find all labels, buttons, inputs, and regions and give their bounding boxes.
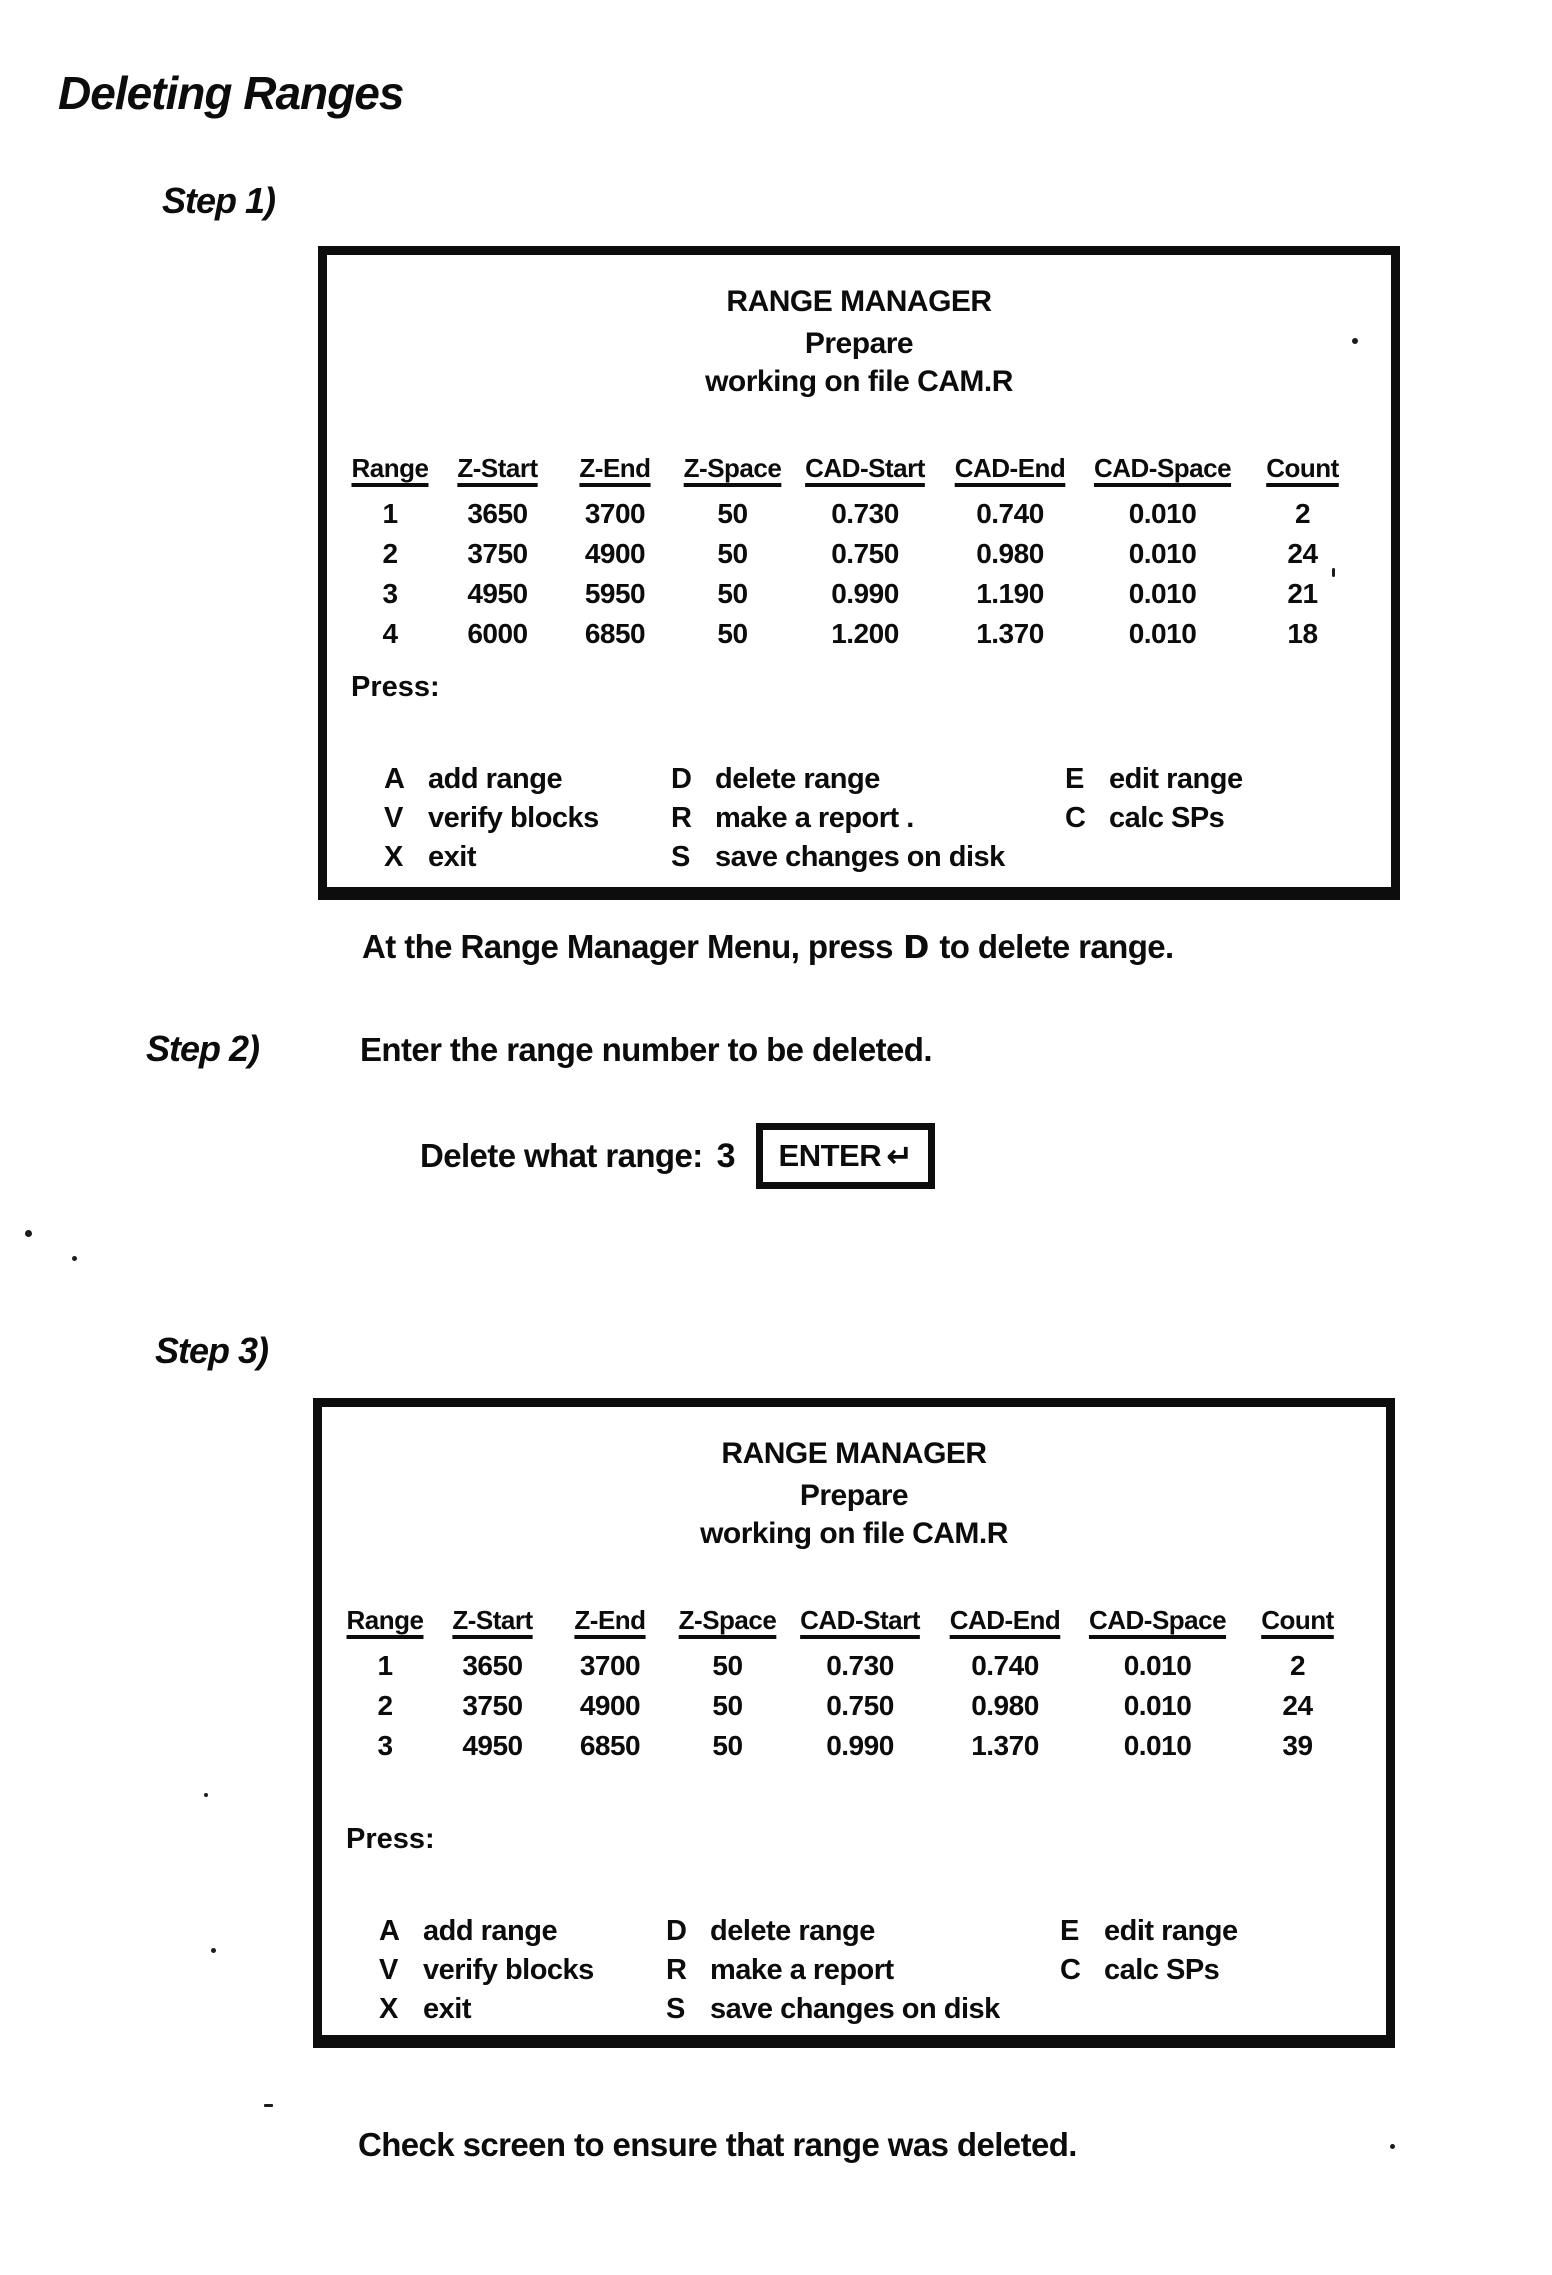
- table-cell: 0.730: [826, 1650, 894, 1681]
- step2-label: Step 2): [146, 1028, 260, 1069]
- table-cell: 2: [377, 1690, 393, 1721]
- menu-item-label: edit range: [1104, 1915, 1238, 1947]
- screen2-title: RANGE MANAGER: [721, 1437, 987, 1470]
- menu-key: D: [671, 763, 692, 795]
- column-header: Z-Space: [683, 453, 782, 483]
- table-cell: 1.190: [976, 578, 1044, 609]
- column-header: CAD-End: [949, 1605, 1061, 1635]
- table-cell: 0.010: [1128, 578, 1197, 609]
- table-cell: 50: [712, 1690, 743, 1721]
- scan-speck: [264, 2104, 273, 2107]
- table-cell: 0.010: [1128, 498, 1197, 529]
- step3-label: Step 3): [155, 1330, 269, 1371]
- menu-key: X: [384, 841, 403, 873]
- caption-text: to delete range.: [939, 928, 1174, 965]
- table-cell: 3750: [462, 1690, 523, 1721]
- menu-key: V: [379, 1954, 398, 1986]
- menu-item-label: calc SPs: [1104, 1954, 1220, 1986]
- menu-item-label: make a report .: [715, 802, 914, 834]
- menu-item-make-report: [671, 802, 914, 835]
- scan-speck: [1390, 2144, 1395, 2149]
- table-cell: 0.990: [831, 578, 899, 609]
- prompt-label: Delete what range:: [420, 1137, 703, 1174]
- table-cell: 0.740: [971, 1650, 1039, 1681]
- press-label: Press:: [351, 671, 440, 703]
- menu-key: X: [379, 1993, 398, 2025]
- menu-item-edit-range: [1065, 763, 1243, 796]
- menu-item-calc-sps: [1065, 802, 1224, 835]
- table-cell: 3650: [462, 1650, 523, 1681]
- scan-speck: [72, 1256, 77, 1261]
- menu-item-verify-blocks: [379, 1954, 594, 1987]
- column-header: Count: [1266, 453, 1339, 483]
- menu-item-calc-sps: [1060, 1954, 1219, 1987]
- range-manager-screen-2: [313, 1398, 1395, 2048]
- table-cell: 24: [1287, 538, 1318, 569]
- menu-key: A: [379, 1915, 400, 1947]
- table-cell: 0.010: [1123, 1650, 1192, 1681]
- menu-item-label: add range: [423, 1915, 558, 1947]
- menu-key: S: [666, 1993, 685, 2025]
- table-cell: 4950: [462, 1730, 523, 1761]
- menu-item-label: exit: [423, 1993, 471, 2025]
- column-header: Z-Space: [678, 1605, 777, 1635]
- table-cell: 21: [1287, 578, 1318, 609]
- table-cell: 1.370: [971, 1730, 1039, 1761]
- key-d: D: [904, 928, 928, 965]
- screen1-file-line: working on file CAM.R: [705, 365, 1013, 398]
- scan-speck: [211, 1948, 216, 1953]
- column-header: Z-Start: [457, 453, 538, 483]
- menu-item-add-range: [384, 763, 562, 796]
- table-cell: 0.750: [826, 1690, 894, 1721]
- table-cell: 1: [382, 498, 398, 529]
- table-cell: 50: [717, 618, 748, 649]
- screen2-subtitle: Prepare: [799, 1479, 909, 1512]
- table-cell: 0.740: [976, 498, 1044, 529]
- table-cell: 1.200: [831, 618, 899, 649]
- menu-item-save-changes: [666, 1993, 1000, 2026]
- caption-text: At the Range Manager Menu, press: [362, 928, 893, 965]
- table-cell: 4900: [579, 1690, 641, 1721]
- return-arrow-icon: ↵: [886, 1138, 913, 1174]
- table-cell: 50: [712, 1730, 743, 1761]
- table-cell: 18: [1287, 618, 1318, 649]
- page-title: Deleting Ranges: [58, 67, 404, 119]
- table-cell: 6000: [467, 618, 528, 649]
- scan-speck: [1332, 568, 1335, 577]
- menu-key: R: [671, 802, 692, 834]
- menu-item-label: edit range: [1109, 763, 1243, 795]
- menu-item-label: calc SPs: [1109, 802, 1225, 834]
- menu-item-label: add range: [428, 763, 563, 795]
- menu-item-delete-range: [666, 1915, 875, 1948]
- table-cell: 0.980: [971, 1690, 1039, 1721]
- menu-key: S: [671, 841, 690, 873]
- column-header: CAD-Space: [1088, 1605, 1227, 1635]
- menu-item-edit-range: [1060, 1915, 1238, 1948]
- table-cell: 4900: [584, 538, 646, 569]
- table-cell: 2: [1294, 498, 1311, 529]
- column-header: Range: [346, 1605, 424, 1635]
- menu-item-label: delete range: [710, 1915, 875, 1947]
- column-header: Z-End: [579, 453, 651, 483]
- menu-key: D: [666, 1915, 687, 1947]
- range-table-1: [340, 453, 1360, 655]
- table-cell: 3750: [467, 538, 528, 569]
- table-cell: 6850: [584, 618, 646, 649]
- table-cell: 3700: [579, 1650, 641, 1681]
- screen2-file-line: working on file CAM.R: [700, 1517, 1008, 1550]
- table-cell: 4950: [467, 578, 528, 609]
- table-cell: 3650: [467, 498, 528, 529]
- table-cell: 3700: [584, 498, 646, 529]
- table-cell: 2: [382, 538, 398, 569]
- menu-key: R: [666, 1954, 687, 1986]
- table-cell: 50: [717, 498, 748, 529]
- menu-item-label: verify blocks: [428, 802, 599, 834]
- scan-speck: [1352, 338, 1358, 344]
- range-table-2: [335, 1605, 1355, 1767]
- column-header: CAD-Start: [805, 453, 925, 483]
- menu-key: C: [1060, 1954, 1081, 1986]
- enter-key-label: ENTER: [778, 1138, 882, 1173]
- column-header: CAD-Space: [1093, 453, 1232, 483]
- enter-key: [756, 1123, 936, 1189]
- scan-speck: [204, 1793, 208, 1797]
- table-cell: 0.980: [976, 538, 1044, 569]
- menu-item-exit: [379, 1993, 471, 2026]
- screen1-title: RANGE MANAGER: [726, 285, 992, 318]
- table-cell: 2: [1289, 1650, 1306, 1681]
- delete-prompt: [420, 1120, 935, 1192]
- menu-key: C: [1065, 802, 1086, 834]
- menu-item-label: exit: [428, 841, 476, 873]
- menu-item-verify-blocks: [384, 802, 599, 835]
- table-cell: 4: [382, 618, 398, 649]
- table-cell: 3: [382, 578, 398, 609]
- table-cell: 0.010: [1128, 538, 1197, 569]
- menu-item-label: delete range: [715, 763, 880, 795]
- range-manager-screen-1: [318, 246, 1400, 900]
- table-cell: 5950: [584, 578, 646, 609]
- table-cell: 1.370: [976, 618, 1044, 649]
- menu-item-label: make a report: [710, 1954, 894, 1986]
- column-header: Z-End: [574, 1605, 646, 1635]
- menu-item-exit: [384, 841, 476, 874]
- menu-key: E: [1065, 763, 1084, 795]
- table-cell: 0.010: [1128, 618, 1197, 649]
- column-header: Z-Start: [452, 1605, 533, 1635]
- column-header: Count: [1261, 1605, 1334, 1635]
- menu-key: A: [384, 763, 405, 795]
- menu-item-label: save changes on disk: [710, 1993, 1000, 2025]
- table-cell: 0.990: [826, 1730, 894, 1761]
- menu-key: E: [1060, 1915, 1079, 1947]
- column-header: CAD-End: [954, 453, 1066, 483]
- table-cell: 39: [1282, 1730, 1313, 1761]
- column-header: Range: [351, 453, 429, 483]
- table-cell: 24: [1282, 1690, 1313, 1721]
- prompt-value: 3: [716, 1136, 736, 1175]
- table-cell: 3: [377, 1730, 393, 1761]
- menu-key: V: [384, 802, 403, 834]
- press-label: Press:: [346, 1823, 435, 1855]
- table-cell: 0.730: [831, 498, 899, 529]
- screen1-subtitle: Prepare: [804, 327, 914, 360]
- menu-item-make-report: [666, 1954, 894, 1987]
- menu-item-label: save changes on disk: [715, 841, 1005, 873]
- table-cell: 1: [377, 1650, 393, 1681]
- scan-speck: [25, 1230, 32, 1237]
- table-cell: 50: [717, 578, 748, 609]
- table-cell: 0.010: [1123, 1730, 1192, 1761]
- step1-caption: [362, 928, 1174, 966]
- table-cell: 50: [712, 1650, 743, 1681]
- table-cell: 0.010: [1123, 1690, 1192, 1721]
- menu-item-delete-range: [671, 763, 880, 796]
- menu-item-save-changes: [671, 841, 1005, 874]
- final-caption: Check screen to ensure that range was deleted.: [358, 2126, 1077, 2163]
- step1-label: Step 1): [162, 180, 276, 221]
- step2-text: Enter the range number to be deleted.: [360, 1031, 932, 1068]
- table-cell: 50: [717, 538, 748, 569]
- column-header: CAD-Start: [800, 1605, 920, 1635]
- table-cell: 6850: [579, 1730, 641, 1761]
- table-cell: 0.750: [831, 538, 899, 569]
- menu-item-add-range: [379, 1915, 557, 1948]
- menu-item-label: verify blocks: [423, 1954, 594, 1986]
